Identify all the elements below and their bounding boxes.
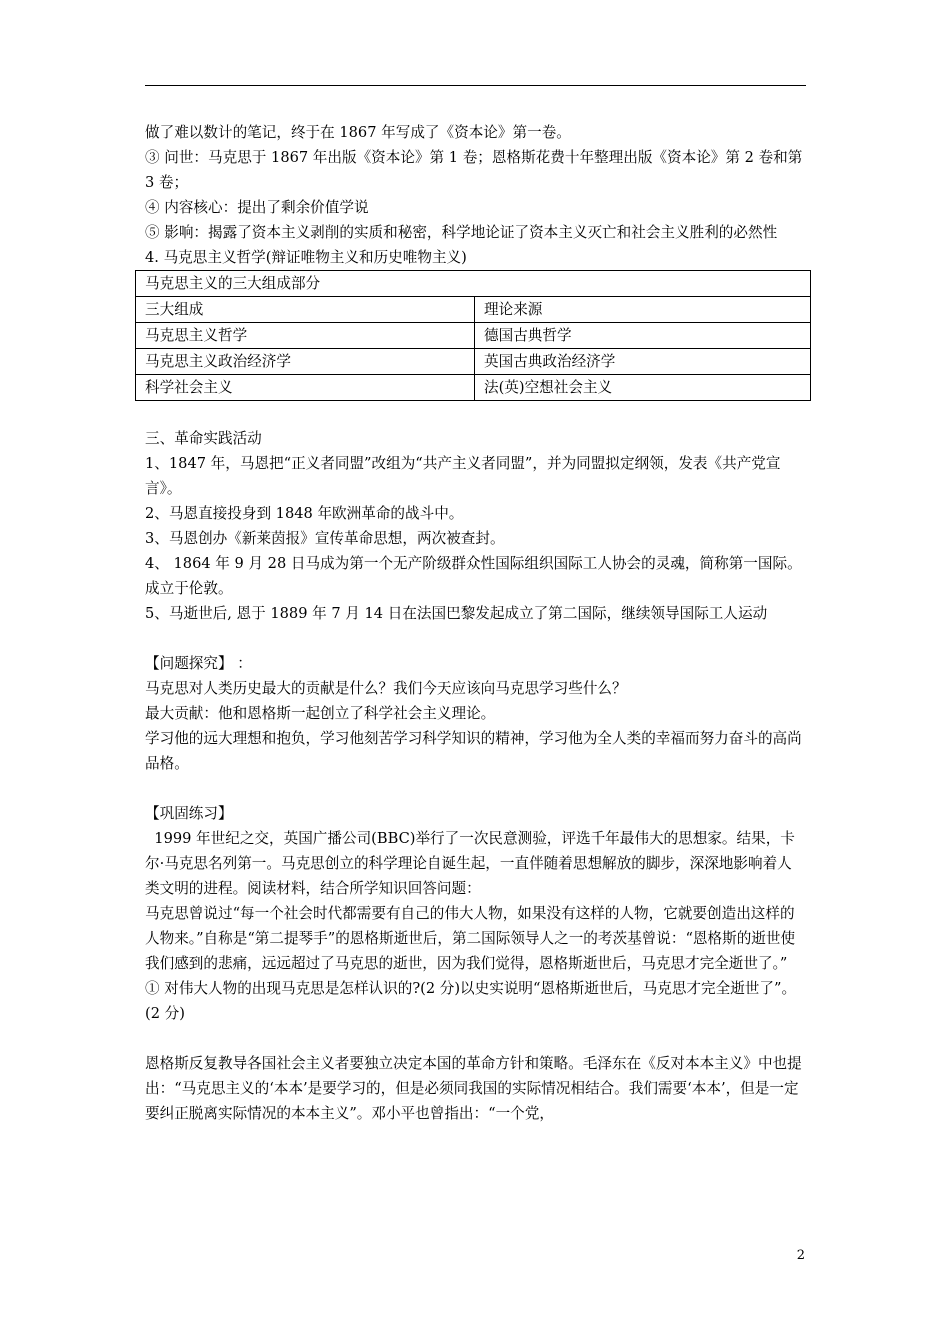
table-row <box>136 375 811 401</box>
paragraph: 1999 年世纪之交，英国广播公司(BBC)举行了一次民意测验，评选千年最伟大的思想家。结果，卡尔·马克思名列第一。马克思创立的科学理论自诞生起，一直伴随着思想解放的脚步，深深地影响着人类文明的进程。阅读材料，结合所学知识回答问题： <box>145 830 795 897</box>
paragraph: ① 对伟大人物的出现马克思是怎样认识的?(2 分)以史实说明“恩格斯逝世后，马克思才完全逝世了”。(2 分) <box>145 980 797 1022</box>
table-header-row <box>136 297 811 323</box>
table-cell: 英国古典政治经济学 <box>475 349 811 375</box>
components-table <box>135 270 811 401</box>
section-heading: 【巩固练习】 <box>145 805 233 822</box>
paragraph: ④ 内容核心：提出了剩余价值学说 <box>145 199 369 216</box>
section-heading: 【问题探究】 ： <box>145 655 252 672</box>
section-heading: 三、革命实践活动 <box>145 430 262 447</box>
paragraph: 学习他的远大理想和抱负，学习他刻苦学习科学知识的精神，学习他为全人类的幸福而努力奋斗的高尚品格。 <box>145 730 802 772</box>
list-item: 4、 1864 年 9 月 28 日马成为第一个无产阶级群众性国际组织国际工人协会的灵魂，简称第一国际。成立于伦敦。 <box>145 555 802 597</box>
paragraph: ③ 问世：马克思于 1867 年出版《资本论》第 1 卷；恩格斯花费十年整理出版《资本论》第 2 卷和第 3 卷； <box>145 149 803 191</box>
table-title-row <box>136 271 811 297</box>
page-number: 2 <box>796 1248 805 1263</box>
table-cell: 德国古典哲学 <box>475 323 811 349</box>
table-cell: 科学社会主义 <box>136 375 475 401</box>
list-item: 2、马恩直接投身到 1848 年欧洲革命的战斗中。 <box>145 505 464 522</box>
table-cell: 马克思主义政治经济学 <box>136 349 475 375</box>
list-item: 1、1847 年，马恩把“正义者同盟”改组为“共产主义者同盟”，并为同盟拟定纲领，发表《共产党宣言》。 <box>145 455 781 497</box>
table-header: 理论来源 <box>475 297 811 323</box>
paragraph: 恩格斯反复教导各国社会主义者要独立决定本国的革命方针和策略。毛泽东在《反对本本主义》中也提出：“马克思主义的‘本本’是要学习的，但是必须同我国的实际情况相结合。我们需要‘本本’，但是一定要纠正脱离实际情况的本本主义”。邓小平也曾指出：“一个党， <box>145 1055 802 1122</box>
paragraph: ⑤ 影响：揭露了资本主义剥削的实质和秘密，科学地论证了资本主义灭亡和社会主义胜利的必然性 <box>145 224 778 241</box>
page-content <box>145 120 806 1126</box>
table-title: 马克思主义的三大组成部分 <box>136 271 811 297</box>
list-item: 5、马逝世后, 恩于 1889 年 7 月 14 日在法国巴黎发起成立了第二国际，继续领导国际工人运动 <box>145 605 768 622</box>
paragraph: 马克思曾说过“每一个社会时代都需要有自己的伟大人物，如果没有这样的人物，它就要创造出这样的人物来。”自称是“第二提琴手”的恩格斯逝世后，第二国际领导人之一的考茨基曾说：“恩格斯的逝世使我们感到的悲痛，远远超过了马克思的逝世，因为我们觉得，恩格斯逝世后，马克思才完全逝世了。” <box>145 905 796 972</box>
table-row <box>136 323 811 349</box>
table-cell: 法(英)空想社会主义 <box>475 375 811 401</box>
list-item: 3、马恩创办《新莱茵报》宣传革命思想，两次被查封。 <box>145 530 505 547</box>
table-header: 三大组成 <box>136 297 475 323</box>
header-rule <box>145 85 806 86</box>
paragraph: 4. 马克思主义哲学(辩证唯物主义和历史唯物主义) <box>145 249 467 266</box>
paragraph: 最大贡献：他和恩格斯一起创立了科学社会主义理论。 <box>145 705 496 722</box>
paragraph: 做了难以数计的笔记，终于在 1867 年写成了《资本论》第一卷。 <box>145 124 571 141</box>
table-row <box>136 349 811 375</box>
paragraph: 马克思对人类历史最大的贡献是什么？我们今天应该向马克思学习些什么？ <box>145 680 627 697</box>
table-cell: 马克思主义哲学 <box>136 323 475 349</box>
